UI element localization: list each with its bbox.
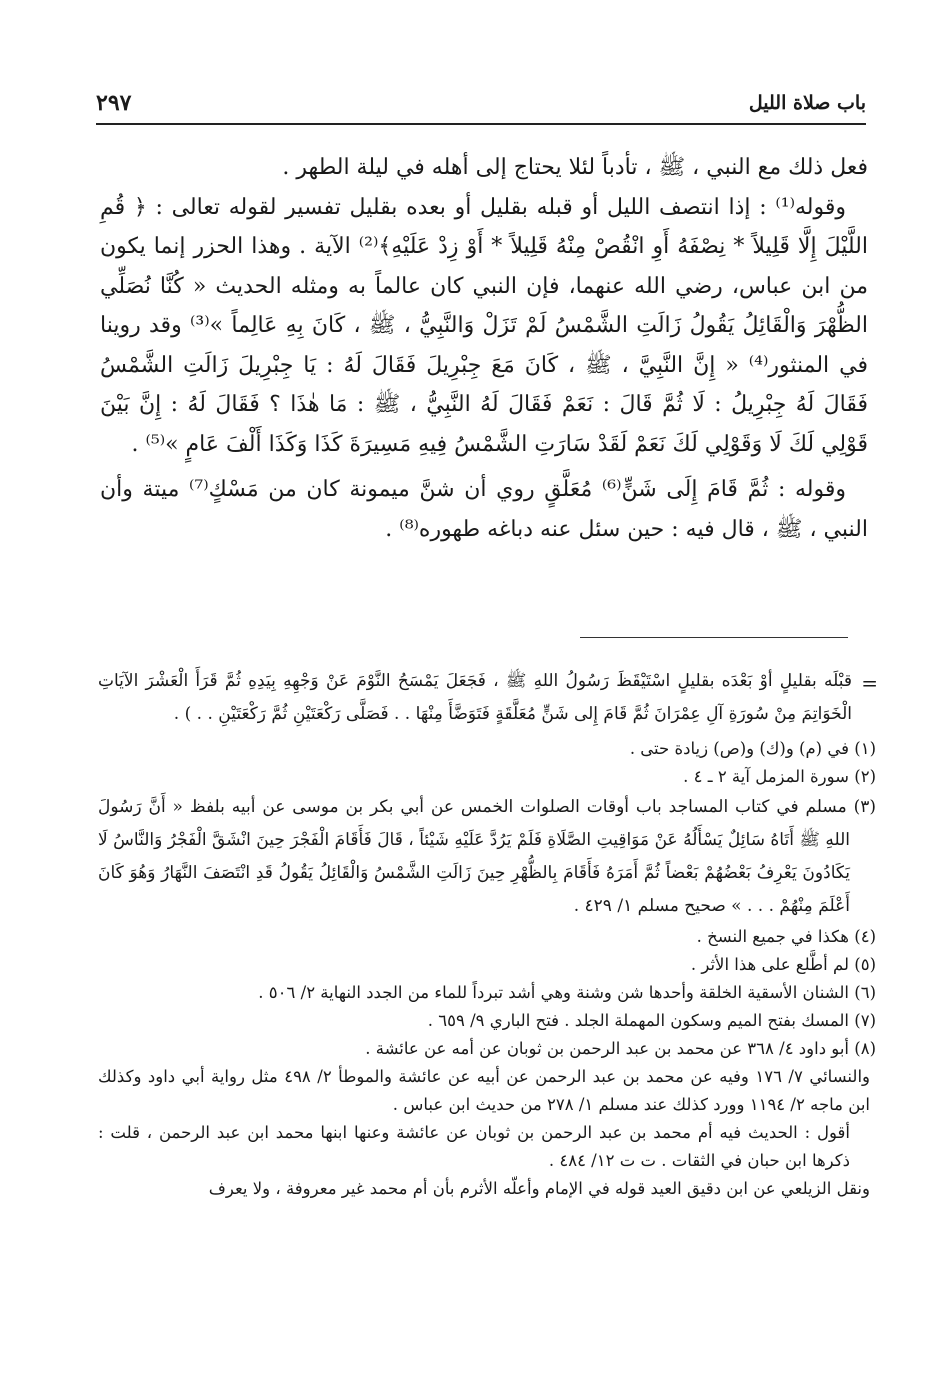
body-paragraph: وقوله : ثُمَّ قَامَ إِلَى شَنٍّ⁽⁶⁾ مُعَلَّقٍ روي أن شنَّ ميمونة كان من مَسْكٍ⁽⁷⁾ ميتة وأن النبي ، ﷺ ، قال فيه : حين سئل عنه دباغه طهوره⁽⁸⁾ . [100, 477, 868, 542]
body-paragraph: وقوله⁽¹⁾ : إذا انتصف الليل أو قبله بقليل أو بعده بقليل تفسير لقوله تعالى : ﴿ قُمِ اللَّيْلَ إِلَّا قَلِيلاً * نِصْفَهُ أَوِ انْقُصْ مِنْهُ قَلِيلاً * أَوْ زِدْ عَلَيْهِ﴾⁽²⁾ الآية . وهذا الحزر إنما يكون من ابن عباس، رضي الله عنهما، فإن النبي كان عالماً به ومثله الحديث « كُنَّا نُصَلِّي الظُّهْرَ وَالْقَائِلُ يَقُولُ زَالَتِ الشَّمْسُ لَمْ تَزَلْ وَالنَّبِيُّ ، ﷺ ، كَانَ بِهِ عَالِماً »⁽³⁾ وقد روينا في المنثور⁽⁴⁾ « إِنَّ النَّبِيَّ ، ﷺ ، كَانَ مَعَ جِبْرِيلَ فَقَالَ لَهُ : يَا جِبْرِيلَ زَالَتِ الشَّمْسُ فَقَالَ لَهُ جِبْرِيلُ : لَا ثُمَّ قَالَ : نَعَمْ فَقَالَ لَهُ النَّبِيُّ ، ﷺ : مَا هٰذَا ؟ فَقَالَ لَهُ : إِنَّ بَيْنَ قَوْلِي لَكَ لَا وَقَوْلِي لَكَ نَعَمْ لَقَدْ سَارَتِ الشَّمْسُ فِيهِ مَسِيرَةَ كَذَا وَكَذَا أَلْفَ عَامٍ »⁽⁵⁾ . [100, 194, 868, 457]
body-paragraph: فعل ذلك مع النبي ، ﷺ ، تأدباً لئلا يحتاج إلى أهله في ليلة الطهر . [282, 155, 868, 180]
footnote-4: (٤) هكذا في جميع النسخ . [696, 927, 876, 946]
footnote-8-continuation: والنسائي ٧/ ١٧٦ وفيه عن محمد بن عبد الرحمن عن أبيه عن عائشة والموطأ ٢/ ٤٩٨ مثل رواية أبي داود وكذلك ابن ماجه ٢/ ١١٩٤ وورد كذلك عند مسلم ١/ ٢٧٨ من حديث ابن عباس . [98, 1067, 870, 1114]
chapter-title: باب صلاة الليل [748, 92, 866, 114]
footnote-7: (٧) المسك بفتح الميم وسكون المهملة الجلد . فتح الباري ٩/ ٦٥٩ . [427, 1011, 876, 1030]
footnotes [98, 665, 876, 1203]
footnote-8-comment: أقول : الحديث فيه أم محمد بن عبد الرحمن بن ثوبان عن عائشة وعنها ابنها محمد ابن عبد الرحمن ، قلت : ذكرها ابن حبان في الثقات . ت ت ١٢/ ٤٨٤ . [98, 1123, 850, 1170]
footnote-8-final: ونقل الزيلعي عن ابن دقيق العيد قوله في الإمام وأعلّه الأثرم بأن أم محمد غير معروفة ، ولا يعرف [208, 1179, 870, 1198]
footnote-5: (٥) لم أطَّلع على هذا الأثر . [690, 955, 876, 974]
footnote-8: (٨) أبو داود ٤/ ٣٦٨ عن محمد بن عبد الرحمن بن ثوبان عن أمه عن عائشة . [365, 1039, 876, 1058]
footnote-6: (٦) الشنان الأسقية الخلقة وأحدها شن وشنة وهي أشد تبرداً للماء من الجدد النهاية ٢/ ٥٠٦ . [258, 983, 876, 1002]
page-header [96, 90, 866, 124]
footnote-1: (١) في (م) و(ك) و(ص) زيادة حتى . [629, 739, 876, 758]
footnote-continuation-text: قبْلَه بقليلٍ أوْ بَعْدَه بقليلٍ اسْتَيْقَظَ رَسُولُ اللهِ ﷺ ، فَجَعَلَ يَمْسَحُ النَّوْمَ عَنْ وَجْهِهِ بِيَدِهِ ثُمَّ قَرَأَ الْعَشْرَ الآيَاتِ الْخَوَاتِمَ مِنْ سُورَةِ آلِ عِمْرَانَ ثُمَّ قَامَ إِلى شَنٍّ مُعَلَّقَةٍ فَتَوَضَّأَ مِنْهَا . . فَصَلَّى رَكْعَتَيْنِ ثُمَّ رَكْعَتَيْنِ . . ) . [98, 671, 852, 724]
footnote-divider [580, 637, 848, 638]
main-text [100, 148, 868, 549]
header-rule [96, 123, 866, 125]
footnote-continuation [98, 665, 876, 731]
page-number: ٢٩٧ [96, 90, 132, 116]
continuation-mark: = [861, 671, 878, 695]
footnote-3: (٣) مسلم في كتاب المساجد باب أوقات الصلوات الخمس عن أبي بكر بن موسى عن أبيه بلفظ « أَنَّ رَسُولَ اللهِ ﷺ أَتَاهُ سَائِلٌ يَسْأَلُهُ عَنْ مَوَاقِيتِ الصَّلَاةِ فَلَمْ يَرُدَّ عَلَيْهِ شَيْئاً ، قَالَ فَأَقَامَ الْفَجْرَ حِينَ انْشَقَّ الْفَجْرُ وَالنَّاسُ لَا يَكَادُونَ يَعْرِفُ بَعْضُهُمْ بَعْضاً ثُمَّ أَمَرَهُ فَأَقَامَ بِالظُّهْرِ حِينَ زَالَتِ الشَّمْسُ وَالْقَائِلُ يَقُولُ قَدِ انْتَصَفَ النَّهَارُ وَهُوَ كَانَ أَعْلَمَ مِنْهُمْ . . . » صحيح مسلم ١/ ٤٢٩ . [98, 797, 876, 916]
footnote-2: (٢) سورة المزمل آية ٢ ـ ٤ . [683, 767, 876, 786]
